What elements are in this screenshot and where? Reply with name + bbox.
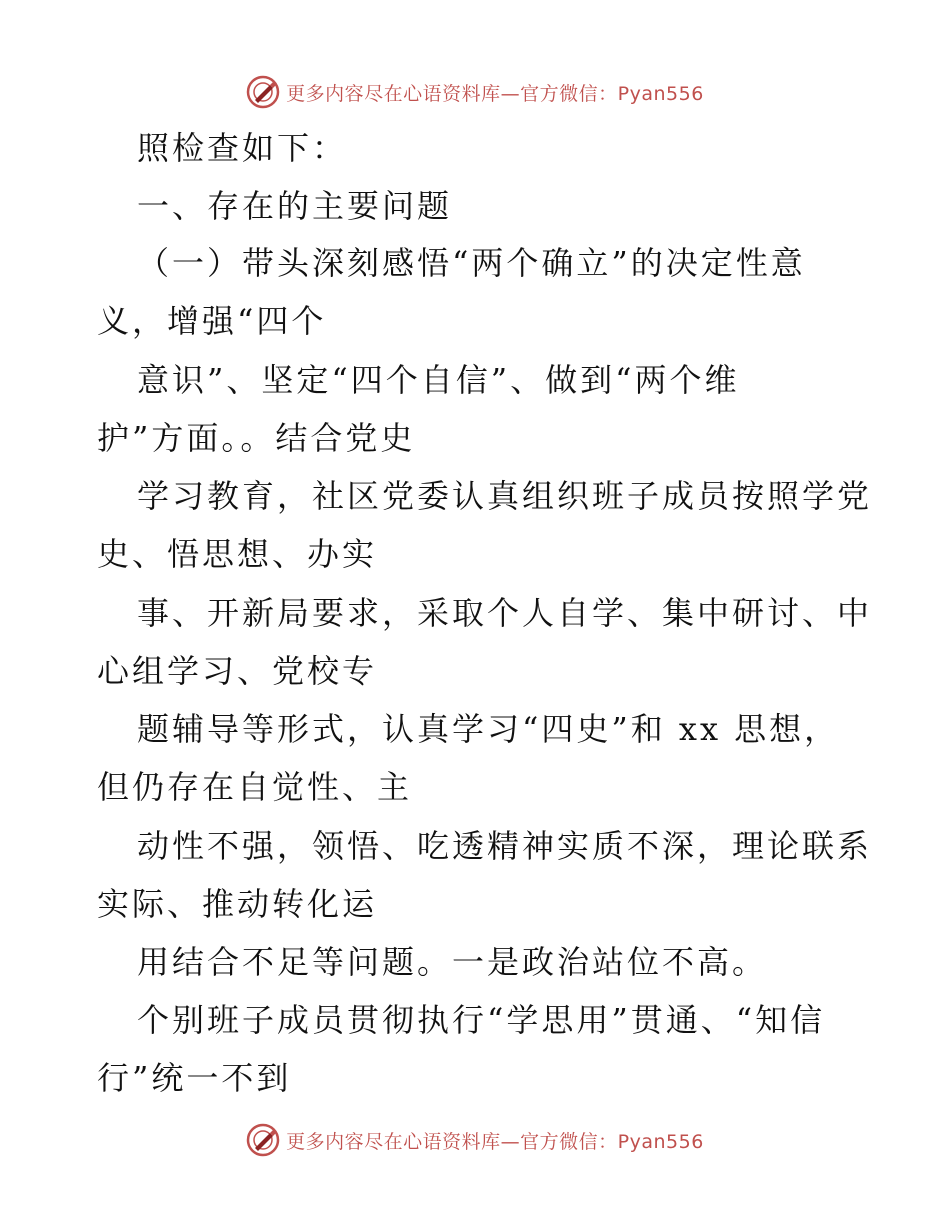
document-line: 史、悟思想、办实 — [97, 535, 378, 573]
document-line: 学习教育，社区党委认真组织班子成员按照学党 — [137, 477, 873, 515]
document-line: 照检查如下： — [137, 129, 348, 167]
brand-logo-icon — [246, 1123, 280, 1157]
document-line: 但仍存在自觉性、主 — [97, 768, 413, 806]
document-line: 动性不强，领悟、吃透精神实质不深，理论联系 — [137, 827, 873, 865]
document-line: 个别班子成员贯彻执行“学思用”贯通、“知信 — [137, 1001, 826, 1039]
document-line: 行”统一不到 — [97, 1059, 292, 1097]
document-line: 用结合不足等问题。一是政治站位不高。 — [137, 943, 768, 981]
section-heading: 一、存在的主要问题 — [137, 187, 453, 225]
document-line: 心组学习、党校专 — [97, 652, 378, 690]
document-line: 事、开新局要求，采取个人自学、集中研讨、中 — [137, 594, 873, 632]
document-line: 题辅导等形式，认真学习“四史”和 xx 思想， — [137, 710, 840, 748]
footer-banner-text: 更多内容尽在心语资料库—官方微信：Pyan556 — [286, 1130, 704, 1153]
footer-banner — [0, 1120, 950, 1160]
document-line: 实际、推动转化运 — [97, 885, 378, 923]
subsection-heading: （一）带头深刻感悟“两个确立”的决定性意 — [137, 244, 806, 282]
header-banner-text: 更多内容尽在心语资料库—官方微信：Pyan556 — [286, 82, 704, 105]
document-line: 护”方面。。结合党史 — [97, 419, 416, 457]
document-line: 意识”、坚定“四个自信”、做到“两个维 — [137, 361, 740, 399]
document-line: 义，增强“四个 — [97, 302, 327, 340]
